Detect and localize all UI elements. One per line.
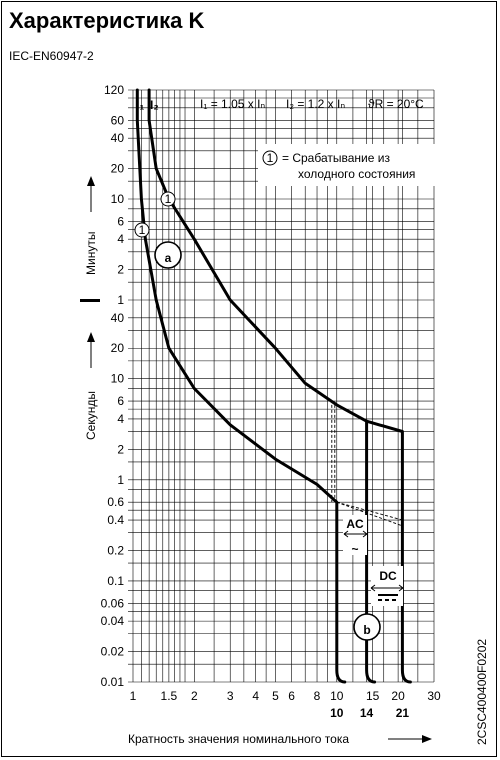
- y-tick-minutes: 120: [103, 83, 124, 97]
- svg-text:1: 1: [164, 192, 172, 206]
- cold-marker-lower: [135, 223, 149, 237]
- y-tick-minutes: 10: [110, 191, 124, 206]
- svg-text:1: 1: [138, 223, 146, 237]
- legend-marker: 1: [266, 151, 274, 165]
- document-code: 2CSC400400F0202: [475, 638, 489, 745]
- ylabel-seconds: Секунды: [84, 391, 98, 440]
- x-tick-bold: 10: [330, 706, 344, 720]
- y-tick-seconds: 0.2: [107, 543, 124, 558]
- ac-instantaneous-curve: [367, 421, 375, 682]
- x-tick: 2: [190, 689, 198, 703]
- xlabel-arrow: [388, 735, 432, 743]
- region-a-label: [155, 242, 181, 268]
- y-tick-minutes: 4: [117, 232, 124, 247]
- y-tick-seconds: 4: [117, 411, 124, 426]
- y-tick-seconds: 2: [117, 442, 124, 457]
- y-tick-minutes: 40: [110, 131, 124, 146]
- y-tick-seconds: 0.1: [107, 573, 124, 588]
- svg-text:a: a: [164, 251, 172, 265]
- x-tick: 4: [252, 689, 260, 703]
- y-tick-minutes: 60: [110, 113, 124, 128]
- y-tick-seconds: 0.6: [107, 495, 124, 510]
- x-tick-bold: 14: [359, 706, 374, 720]
- y-tick-seconds: 10: [110, 371, 124, 386]
- x-tick: 15: [365, 689, 380, 703]
- legend: [258, 144, 438, 186]
- x-tick: 6: [288, 689, 295, 703]
- x-tick: 1: [129, 689, 137, 703]
- dc-label: [371, 566, 403, 606]
- x-tick: 20: [391, 689, 405, 703]
- formula-i1: I₁ = 1.05 x Iₙ: [200, 97, 266, 111]
- page-title: Характеристика K: [9, 8, 205, 33]
- y-tick-minutes: 6: [117, 214, 124, 229]
- y-tick-seconds: 20: [110, 341, 124, 356]
- y-tick-seconds: 0.02: [100, 644, 124, 659]
- x-tick: 5: [272, 689, 279, 703]
- region-b-label: [354, 614, 380, 640]
- formula-i2: I₂ = 1.2 x Iₙ: [286, 97, 346, 111]
- cold-marker-upper: [161, 192, 175, 206]
- formula-temperature: ϑR = 20°C: [368, 97, 424, 111]
- y-tick-seconds: 0.01: [100, 675, 124, 689]
- svg-text:b: b: [363, 623, 371, 637]
- x-tick: 3: [226, 689, 234, 703]
- y-tick-seconds: 0.04: [100, 614, 124, 629]
- x-tick-bold: 21: [395, 706, 410, 720]
- ylabel-minutes: Минуты: [84, 231, 98, 275]
- svg-text:DC: DC: [379, 569, 397, 583]
- svg-text:AC: AC: [346, 517, 364, 531]
- minutes-seconds-separator: [80, 299, 100, 302]
- y-tick-seconds: 6: [117, 394, 124, 409]
- standard-subtitle: IEC-EN60947-2: [9, 49, 94, 63]
- y-tick-minutes: 2: [117, 262, 124, 277]
- xlabel: Кратность значения номинального тока: [128, 732, 350, 746]
- i2-mark: I₂: [150, 98, 159, 112]
- y-tick-seconds: 0.4: [107, 513, 124, 528]
- y-tick-minutes: 20: [110, 161, 124, 176]
- ac-label: [343, 515, 367, 556]
- x-tick: 8: [313, 689, 321, 703]
- y-tick-minutes: 1: [117, 293, 124, 307]
- x-tick: 10: [330, 689, 344, 703]
- y-tick-seconds: 0.06: [100, 596, 124, 611]
- x-tick: 1.5: [160, 689, 178, 703]
- x-tick: 30: [427, 689, 441, 703]
- y-tick-seconds: 1: [117, 472, 124, 487]
- legend-line-2: холодного состояния: [298, 167, 416, 181]
- svg-text:~: ~: [351, 542, 359, 556]
- y-tick-seconds: 40: [110, 310, 124, 325]
- legend-line-1: = Срабатывание из: [282, 151, 390, 165]
- i1-mark: I₁: [136, 98, 145, 112]
